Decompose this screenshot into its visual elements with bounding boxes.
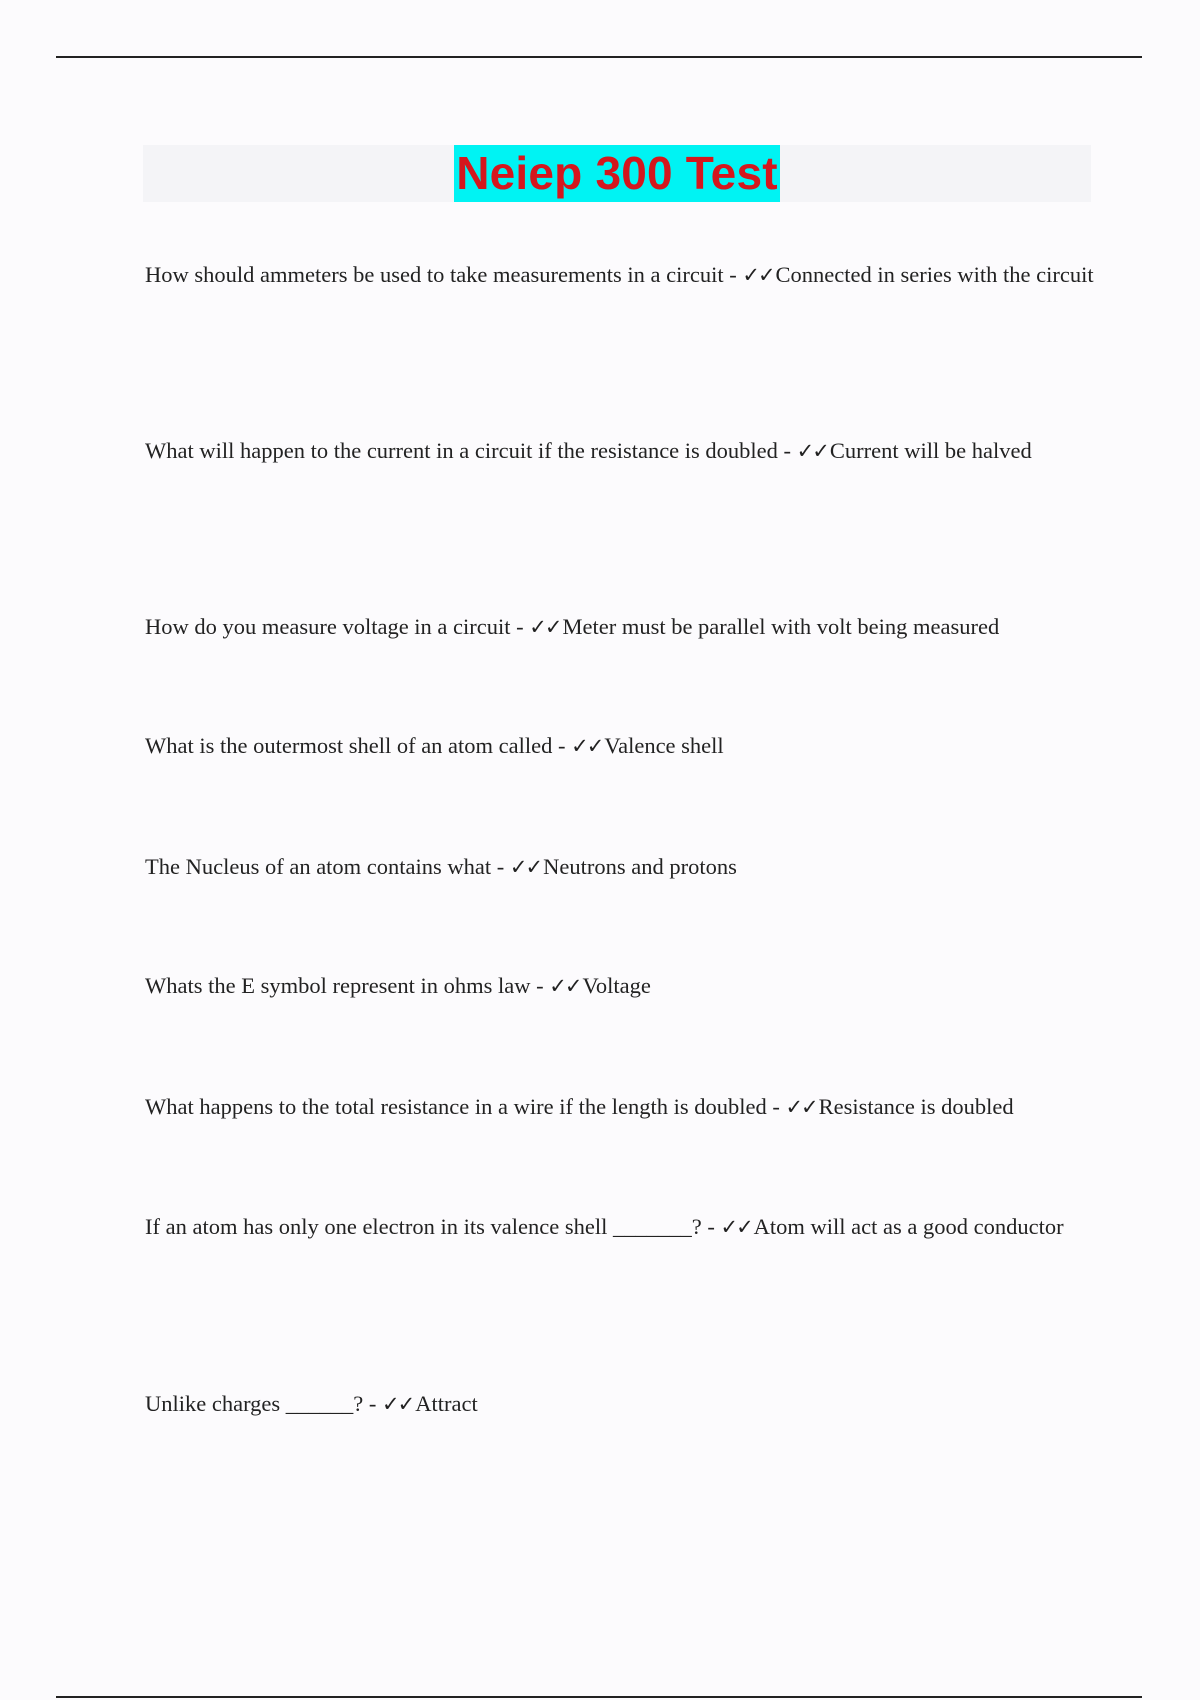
answer-text: Connected in series with the circuit xyxy=(775,262,1094,287)
question-text: How should ammeters be used to take measurements in a circuit xyxy=(145,262,724,287)
qa-item: If an atom has only one electron in its valence shell _______? - ✓✓Atom will act as a good conductor xyxy=(145,1214,1064,1239)
qa-item: How do you measure voltage in a circuit - ✓✓Meter must be parallel with volt being measured xyxy=(145,614,1000,639)
answer-text: Meter must be parallel with volt being measured xyxy=(562,614,1000,639)
question-text: What will happen to the current in a circuit if the resistance is doubled xyxy=(145,438,778,463)
qa-item: The Nucleus of an atom contains what - ✓✓Neutrons and protons xyxy=(145,854,737,879)
answer-text: Current will be halved xyxy=(829,438,1032,463)
top-rule xyxy=(56,56,1142,58)
qa-item: How should ammeters be used to take measurements in a circuit - ✓✓Connected in series with the circuit xyxy=(145,262,1094,287)
answer-text: Resistance is doubled xyxy=(818,1094,1014,1119)
qa-item: Unlike charges ______? - ✓✓Attract xyxy=(145,1391,478,1416)
check-icon: ✓✓ xyxy=(796,439,828,463)
check-icon: ✓✓ xyxy=(509,855,542,879)
check-icon: ✓✓ xyxy=(785,1095,817,1119)
qa-item: What is the outermost shell of an atom called - ✓✓Valence shell xyxy=(145,733,724,758)
answer-text: Voltage xyxy=(582,973,651,998)
answer-text: Attract xyxy=(415,1391,478,1416)
qa-item: Whats the E symbol represent in ohms law - ✓✓Voltage xyxy=(145,973,651,998)
bottom-rule xyxy=(56,1696,1142,1698)
check-icon: ✓✓ xyxy=(382,1392,414,1416)
answer-text: Atom will act as a good conductor xyxy=(753,1214,1064,1239)
check-icon: ✓✓ xyxy=(742,263,774,287)
title-banner xyxy=(143,145,1091,202)
check-icon: ✓✓ xyxy=(549,974,581,998)
qa-item: What will happen to the current in a circuit if the resistance is doubled - ✓✓Current will be halved xyxy=(145,438,1032,463)
question-text: What happens to the total resistance in a wire if the length is doubled xyxy=(145,1094,767,1119)
question-text: If an atom has only one electron in its valence shell _______? xyxy=(145,1214,702,1239)
question-text: What is the outermost shell of an atom called xyxy=(145,733,553,758)
question-text: Whats the E symbol represent in ohms law xyxy=(145,973,531,998)
answer-text: Neutrons and protons xyxy=(543,854,737,879)
answer-text: Valence shell xyxy=(604,733,724,758)
question-text: The Nucleus of an atom contains what xyxy=(145,854,492,879)
document-title: Neiep 300 Test xyxy=(454,145,780,202)
qa-item: What happens to the total resistance in a wire if the length is doubled - ✓✓Resistance is doubled xyxy=(145,1094,1014,1119)
check-icon: ✓✓ xyxy=(529,615,561,639)
question-text: Unlike charges ______? xyxy=(145,1391,364,1416)
check-icon: ✓✓ xyxy=(720,1215,752,1239)
check-icon: ✓✓ xyxy=(571,734,603,758)
question-text: How do you measure voltage in a circuit xyxy=(145,614,511,639)
